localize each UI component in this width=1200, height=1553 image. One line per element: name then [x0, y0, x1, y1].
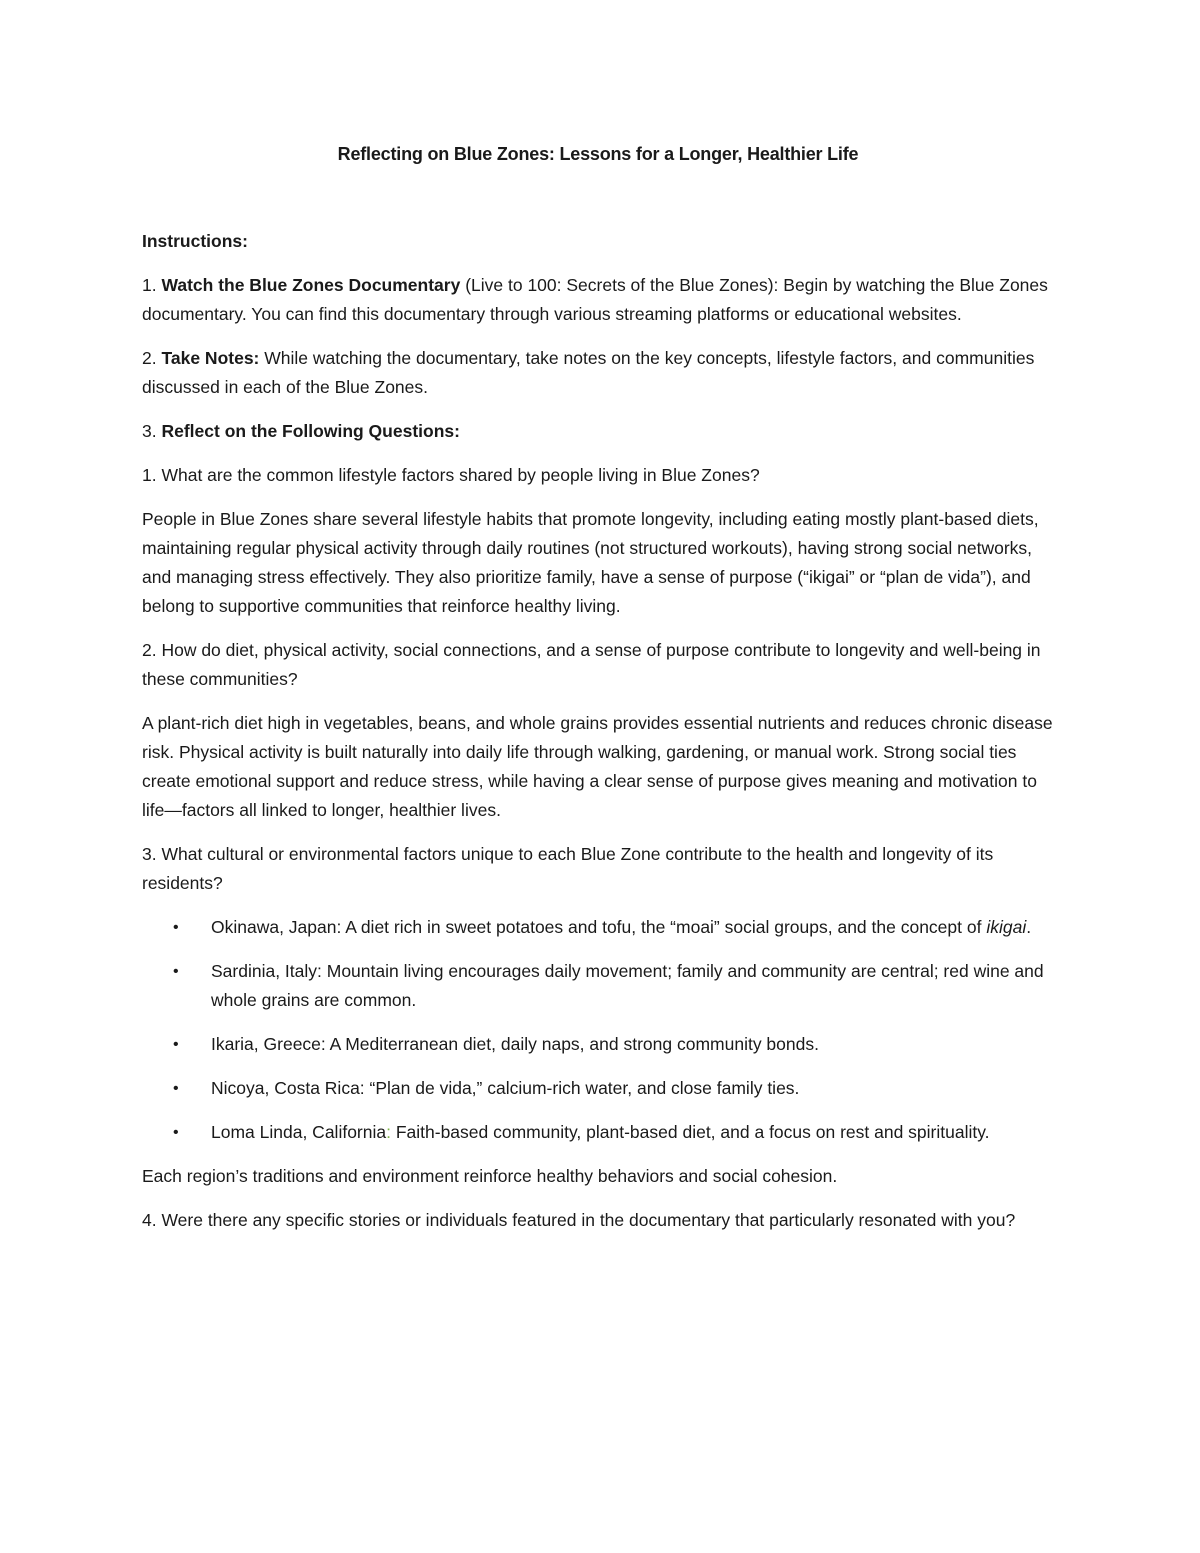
bullet-icon: •: [173, 1036, 179, 1053]
question-3: 3. What cultural or environmental factors unique to each Blue Zone contribute to the health and longevity of its residents?: [142, 844, 994, 893]
question-1: 1. What are the common lifestyle factors shared by people living in Blue Zones?: [142, 465, 760, 485]
question-4: 4. Were there any specific stories or individuals featured in the documentary that particularly resonated with you?: [142, 1210, 1016, 1230]
list-item-nicoya: [142, 1074, 1054, 1103]
bullet-icon: •: [173, 1080, 179, 1097]
step-1-label: Watch the Blue Zones Documentary: [161, 275, 461, 295]
question-2: 2. How do diet, physical activity, social connections, and a sense of purpose contribute to longevity and well-being in these communities?: [142, 640, 1041, 689]
step-1-number: 1.: [142, 275, 157, 295]
step-3-number: 3.: [142, 421, 157, 441]
list-item-italic: ikigai: [986, 917, 1027, 937]
bullet-icon: •: [173, 919, 179, 936]
list-item-okinawa: [142, 913, 1054, 942]
list-item-ikaria: [142, 1030, 1054, 1059]
list-item-loma-linda: [142, 1118, 1054, 1147]
step-3-label: Reflect on the Following Questions:: [161, 421, 460, 441]
document-title: Reflecting on Blue Zones: Lessons for a Longer, Healthier Life: [337, 144, 859, 164]
blue-zones-list: [142, 913, 1054, 1147]
list-item-place: Loma Linda, California: [211, 1122, 387, 1142]
zones-summary: Each region’s traditions and environment reinforce healthy behaviors and social cohesion.: [142, 1166, 838, 1186]
answer-2: A plant-rich diet high in vegetables, beans, and whole grains provides essential nutrients and reduces chronic disease risk. Physical activity is built naturally into daily life through walking, gardening, or manual work. Strong social ties create emotional support and reduce stress, while having a clear sense of purpose gives meaning and motivation to life—factors all linked to longer, healthier lives.: [142, 713, 1053, 820]
answer-1: People in Blue Zones share several lifestyle habits that promote longevity, including eating mostly plant-based diets, maintaining regular physical activity through daily routines (not structured workouts), having strong social networks, and managing stress effectively. They also prioritize family, have a sense of purpose (“ikigai” or “plan de vida”), and belong to supportive communities that reinforce healthy living.: [142, 509, 1039, 616]
step-1-text: (Live to 100: Secrets of the Blue Zones): Begin by watching the Blue Zones documentary. You can find this documentary through various streaming platforms or educational websites.: [142, 275, 1048, 324]
list-item-text: Nicoya, Costa Rica: “Plan de vida,” calcium-rich water, and close family ties.: [211, 1078, 800, 1098]
step-2-label: Take Notes:: [161, 348, 260, 368]
instructions-heading: Instructions:: [142, 231, 248, 251]
list-item-colon: :: [386, 1122, 391, 1142]
step-2-text: While watching the documentary, take notes on the key concepts, lifestyle factors, and communities discussed in each of the Blue Zones.: [142, 348, 1035, 397]
list-item-text: Okinawa, Japan: A diet rich in sweet potatoes and tofu, the “moai” social groups, and the concept of: [211, 917, 987, 937]
bullet-icon: •: [173, 1124, 179, 1141]
bullet-icon: •: [173, 963, 179, 980]
list-item-text: Faith-based community, plant-based diet, and a focus on rest and spirituality.: [390, 1122, 990, 1142]
step-2: [142, 344, 1054, 402]
step-2-number: 2.: [142, 348, 157, 368]
list-item-text: Ikaria, Greece: A Mediterranean diet, daily naps, and strong community bonds.: [211, 1034, 819, 1054]
step-3: [142, 417, 1054, 446]
list-item-tail: .: [1026, 917, 1032, 937]
list-item-text: Sardinia, Italy: Mountain living encourages daily movement; family and community are central; red wine and whole grains are common.: [211, 961, 1044, 1010]
list-item-sardinia: [142, 957, 1054, 1015]
step-1: [142, 271, 1054, 329]
document-body: [142, 140, 1054, 1250]
